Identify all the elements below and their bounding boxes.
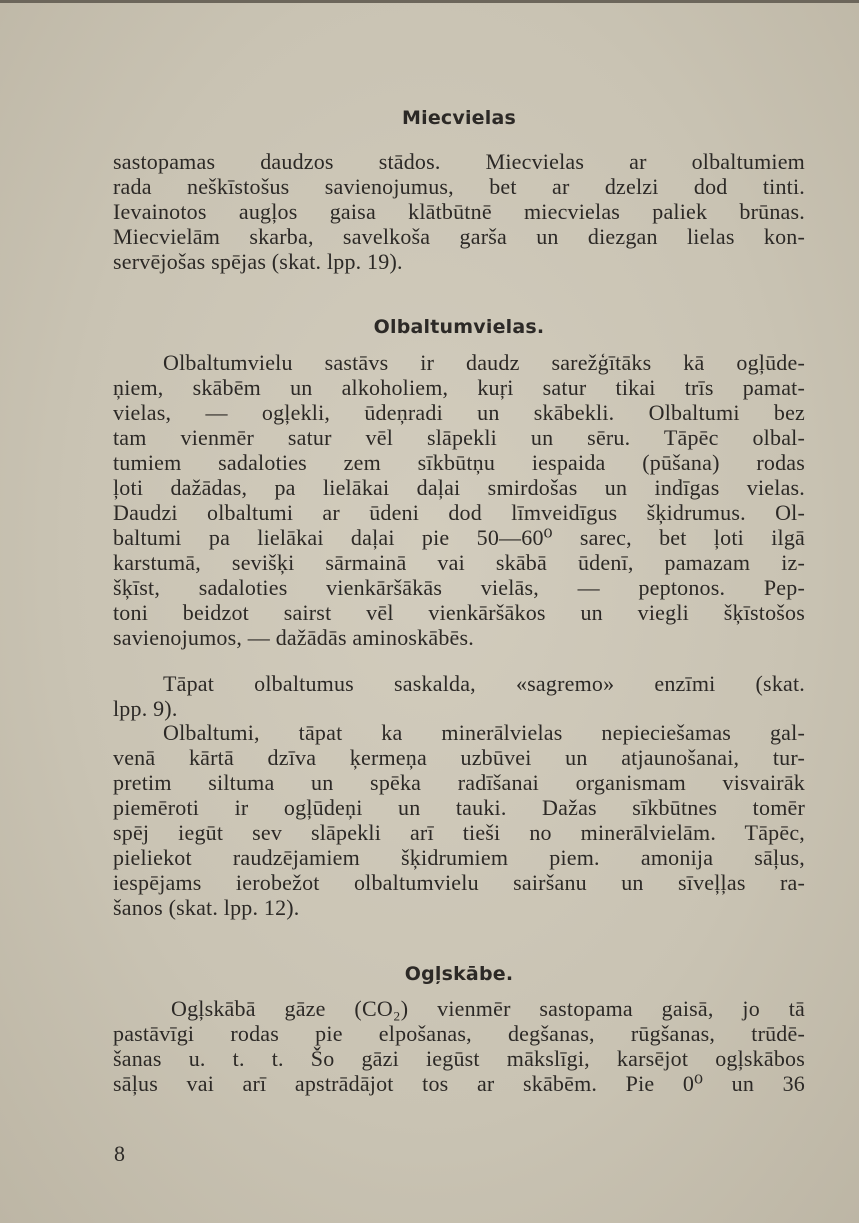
- text-line: savienojumos, — dažādās aminoskābēs.: [113, 625, 474, 650]
- paragraph-olbaltumvielas: [113, 350, 805, 650]
- paragraph-oglskabe: [113, 996, 805, 1096]
- text-line: pastāvīgi rodas pie elpošanas, degšanas, rūgšanas, trūdē-: [113, 1021, 805, 1046]
- text-line: servējošas spējas (skat. lpp. 19).: [113, 249, 403, 274]
- text-line: ļoti dažādas, pa lielākai daļai smirdošas un indīgas vielas.: [113, 475, 805, 500]
- text-line: piemēroti ir ogļūdeņi un tauki. Dažas sīkbūtnes tomēr: [113, 795, 805, 820]
- text-line: tumiem sadaloties zem sīkbūtņu iespaida (pūšana) rodas: [113, 450, 805, 475]
- paragraph-miecvielas: [113, 149, 805, 274]
- heading-oglskabe: Ogļskābe.: [404, 963, 514, 985]
- text-line: šanos (skat. lpp. 12).: [113, 895, 300, 920]
- heading-olbaltumvielas: Olbaltumvielas.: [373, 316, 545, 338]
- text-line: šanas u. t. t. Šo gāzi iegūst mākslīgi, karsējot ogļskābos: [113, 1046, 805, 1071]
- text-line: baltumi pa lielākai daļai pie 50—60⁰ sarec, bet ļoti ilgā: [113, 525, 805, 550]
- text-line: karstumā, sevišķi sārmainā vai skābā ūdenī, pamazam iz-: [113, 550, 805, 575]
- text-line: spēj iegūt sev slāpekli arī tieši no minerālvielām. Tāpēc,: [113, 820, 805, 845]
- paragraph-enzimi: [113, 671, 805, 721]
- text-line: sāļus vai arī apstrādājot tos ar skābēm. Pie 0⁰ un 36: [113, 1071, 805, 1096]
- text-line: tam vienmēr satur vēl slāpekli un sēru. Tāpēc olbal-: [113, 425, 805, 450]
- text-line: lpp. 9).: [113, 696, 178, 721]
- text-line: ņiem, skābēm un alkoholiem, kuŗi satur tikai trīs pamat-: [113, 375, 805, 400]
- text-line: Olbaltumi, tāpat ka minerālvielas nepieciešamas gal-: [163, 720, 805, 745]
- page-number: 8: [114, 1141, 125, 1166]
- page-edge-line: [0, 0, 859, 3]
- heading-miecvielas: Miecvielas: [402, 107, 516, 129]
- text-line: Tāpat olbaltumus saskalda, «sagremo» enzīmi (skat.: [163, 671, 805, 696]
- text-line: toni beidzot sairst vēl vienkāršākos un viegli šķīstošos: [113, 600, 805, 625]
- text-line: sastopamas daudzos stādos. Miecvielas ar olbaltumiem: [113, 149, 805, 174]
- text-line: Ievainotos augļos gaisa klātbūtnē miecvielas paliek brūnas.: [113, 199, 805, 224]
- text-line: Daudzi olbaltumi ar ūdeni dod līmveidīgus šķidrumus. Ol-: [113, 500, 805, 525]
- text-line: pieliekot raudzējamiem šķidrumiem piem. amonija sāļus,: [113, 845, 805, 870]
- text-line: Miecvielām skarba, savelkoša garša un diezgan lielas kon-: [113, 224, 805, 249]
- text-line: Ogļskābā gāze (CO₂) vienmēr sastopama gaisā, jo tā: [171, 996, 805, 1021]
- text-line: rada neškīstošus savienojumus, bet ar dzelzi dod tinti.: [113, 174, 805, 199]
- text-line: pretim siltuma un spēka radīšanai organismam visvairāk: [113, 770, 805, 795]
- text-line: Olbaltumvielu sastāvs ir daudz sarežģītāks kā ogļūde-: [163, 350, 805, 375]
- text-line: iespējams ierobežot olbaltumvielu sairšanu un sīveļļas ra-: [113, 870, 805, 895]
- text-line: vielas, — ogļekli, ūdeņradi un skābekli. Olbaltumi bez: [113, 400, 805, 425]
- text-line: venā kārtā dzīva ķermeņa uzbūvei un atjaunošanai, tur-: [113, 745, 805, 770]
- text-line: šķīst, sadaloties vienkāršākās vielās, — peptonos. Pep-: [113, 575, 805, 600]
- paragraph-olbaltumi: [113, 720, 805, 920]
